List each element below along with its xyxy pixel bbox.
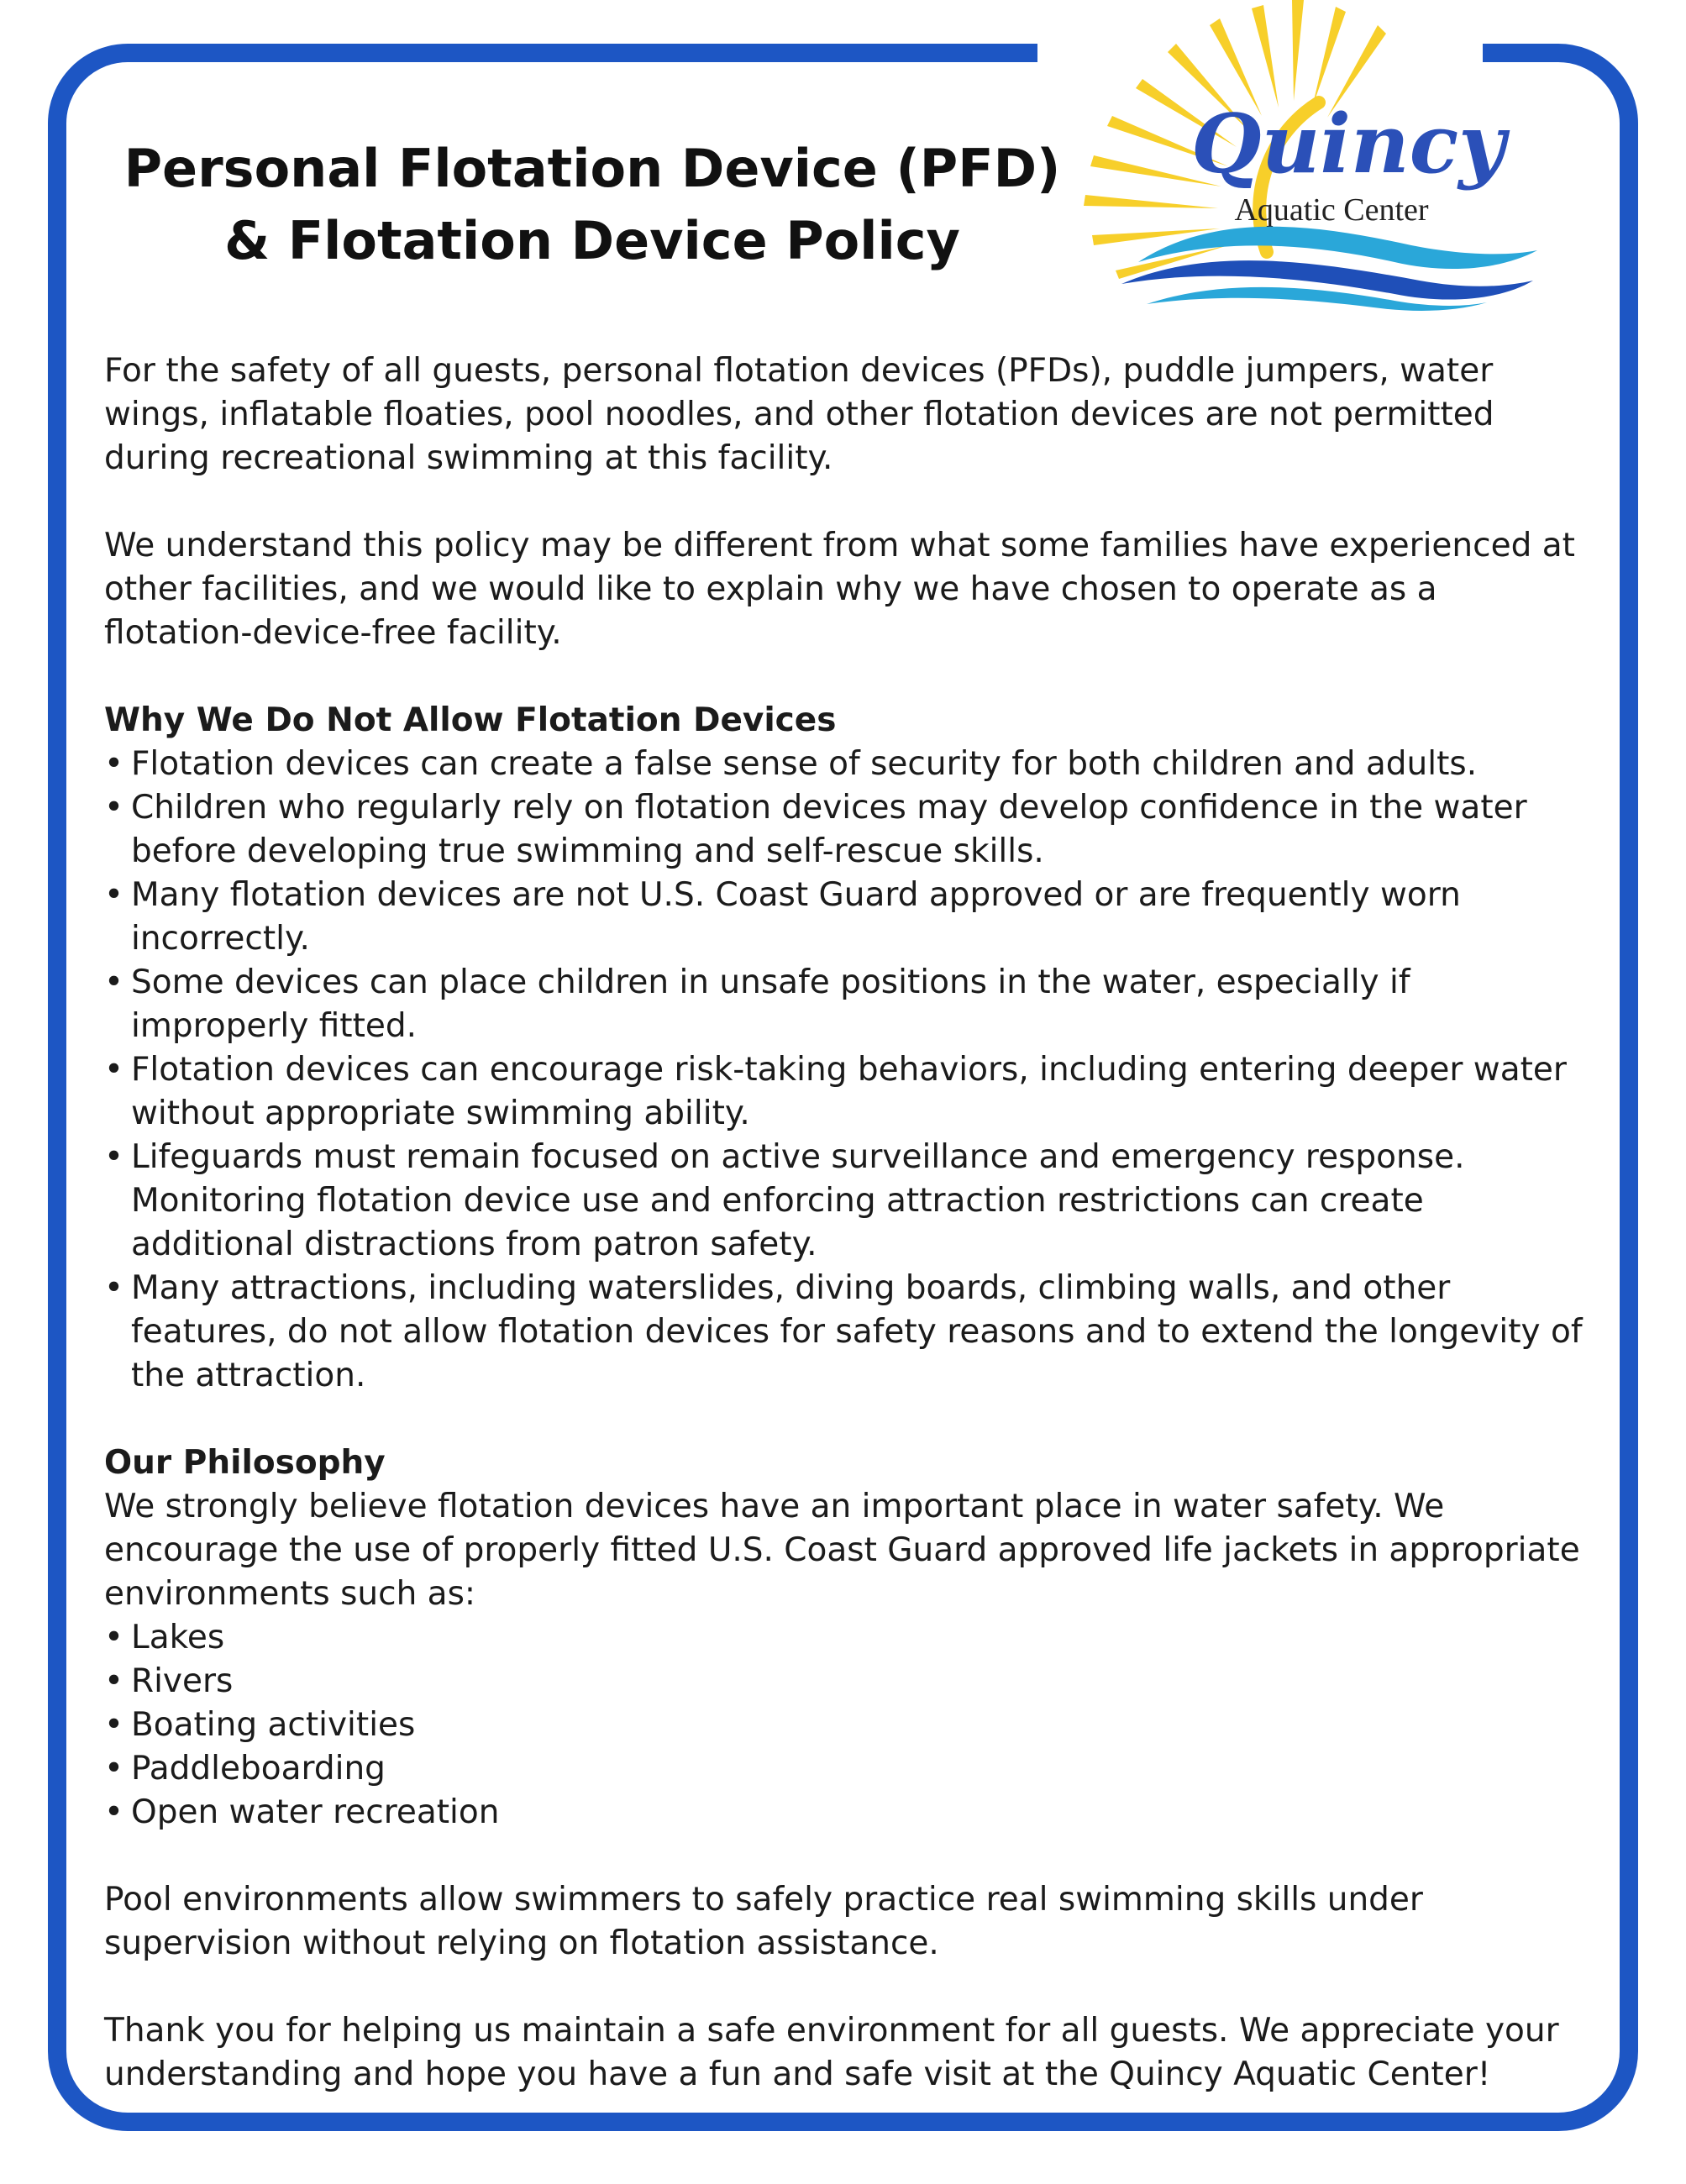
list-item: • Lifeguards must remain focused on active surveillance and emergency response. Monitoring flotation device use and enforcing attraction restrictions can create additional distractions from patron safety.: [104, 1136, 1583, 1267]
list-item: • Lakes: [104, 1616, 1583, 1660]
list-item: • Many flotation devices are not U.S. Coast Guard approved or are frequently worn incorrectly.: [104, 874, 1583, 961]
bullet-icon: •: [104, 1706, 124, 1744]
list-item: • Some devices can place children in unsafe positions in the water, especially if improperly fitted.: [104, 961, 1583, 1048]
bullet-icon: •: [104, 789, 124, 827]
quincy-aquatic-center-logo: [1042, 0, 1546, 311]
page-title: [101, 133, 1084, 277]
spacer: [104, 655, 1583, 699]
logo-name: Quincy: [1191, 97, 1505, 192]
bullet-icon: •: [104, 1619, 124, 1656]
bullet-icon: •: [104, 1051, 124, 1089]
spacer: [104, 1966, 1583, 2009]
why-heading: Why We Do Not Allow Flotation Devices: [104, 701, 837, 739]
spacer: [104, 1398, 1583, 1441]
spacer: [104, 480, 1583, 524]
bullet-icon: •: [104, 1138, 124, 1176]
list-item: • Flotation devices can encourage risk-taking behaviors, including entering deeper water without appropriate swimming ability.: [104, 1048, 1583, 1136]
closing-paragraph-1: Pool environments allow swimmers to safely practice real swimming skills under supervision without relying on flotation assistance.: [104, 1881, 1423, 1962]
waves-icon: [1121, 227, 1537, 311]
list-item: • Children who regularly rely on flotation devices may develop confidence in the water before developing true swimming and self-rescue skills.: [104, 786, 1583, 874]
philosophy-list: [104, 1616, 1583, 1835]
list-item: • Open water recreation: [104, 1791, 1583, 1835]
bullet-icon: •: [104, 1750, 124, 1788]
philosophy-text: We strongly believe flotation devices have an important place in water safety. We encourage the use of properly fitted U.S. Coast Guard approved life jackets in appropriate environments such as:: [104, 1488, 1580, 1613]
list-item: • Many attractions, including waterslides, diving boards, climbing walls, and other features, do not allow flotation devices for safety reasons and to extend the longevity of the attraction.: [104, 1267, 1583, 1398]
philosophy-heading: Our Philosophy: [104, 1444, 386, 1482]
policy-body: [104, 349, 1583, 2097]
bullet-icon: •: [104, 876, 124, 914]
bullet-icon: •: [104, 745, 124, 783]
bullet-icon: •: [104, 963, 124, 1001]
spacer: [104, 1835, 1583, 1878]
bullet-icon: •: [104, 1662, 124, 1700]
intro-paragraph-1: For the safety of all guests, personal flotation devices (PFDs), puddle jumpers, water wings, inflatable floaties, pool noodles, and other flotation devices are not permitted during recreational swimming at this facility.: [104, 352, 1494, 477]
bullet-icon: •: [104, 1269, 124, 1307]
logo-subtitle: Aquatic Center: [1234, 192, 1429, 228]
list-item: • Paddleboarding: [104, 1747, 1583, 1791]
title-line-2: & Flotation Device Policy: [224, 210, 960, 271]
title-line-1: Personal Flotation Device (PFD): [123, 138, 1061, 199]
list-item: • Rivers: [104, 1660, 1583, 1704]
bullet-icon: •: [104, 1793, 124, 1831]
list-item: • Boating activities: [104, 1704, 1583, 1747]
list-item: • Flotation devices can create a false sense of security for both children and adults.: [104, 743, 1583, 786]
intro-paragraph-2: We understand this policy may be different from what some families have experienced at other facilities, and we would like to explain why we have chosen to operate as a flotation-device-free facility.: [104, 527, 1575, 652]
closing-paragraph-2: Thank you for helping us maintain a safe environment for all guests. We appreciate your understanding and hope you have a fun and safe visit at the Quincy Aquatic Center!: [104, 2012, 1559, 2093]
why-list: [104, 743, 1583, 1398]
